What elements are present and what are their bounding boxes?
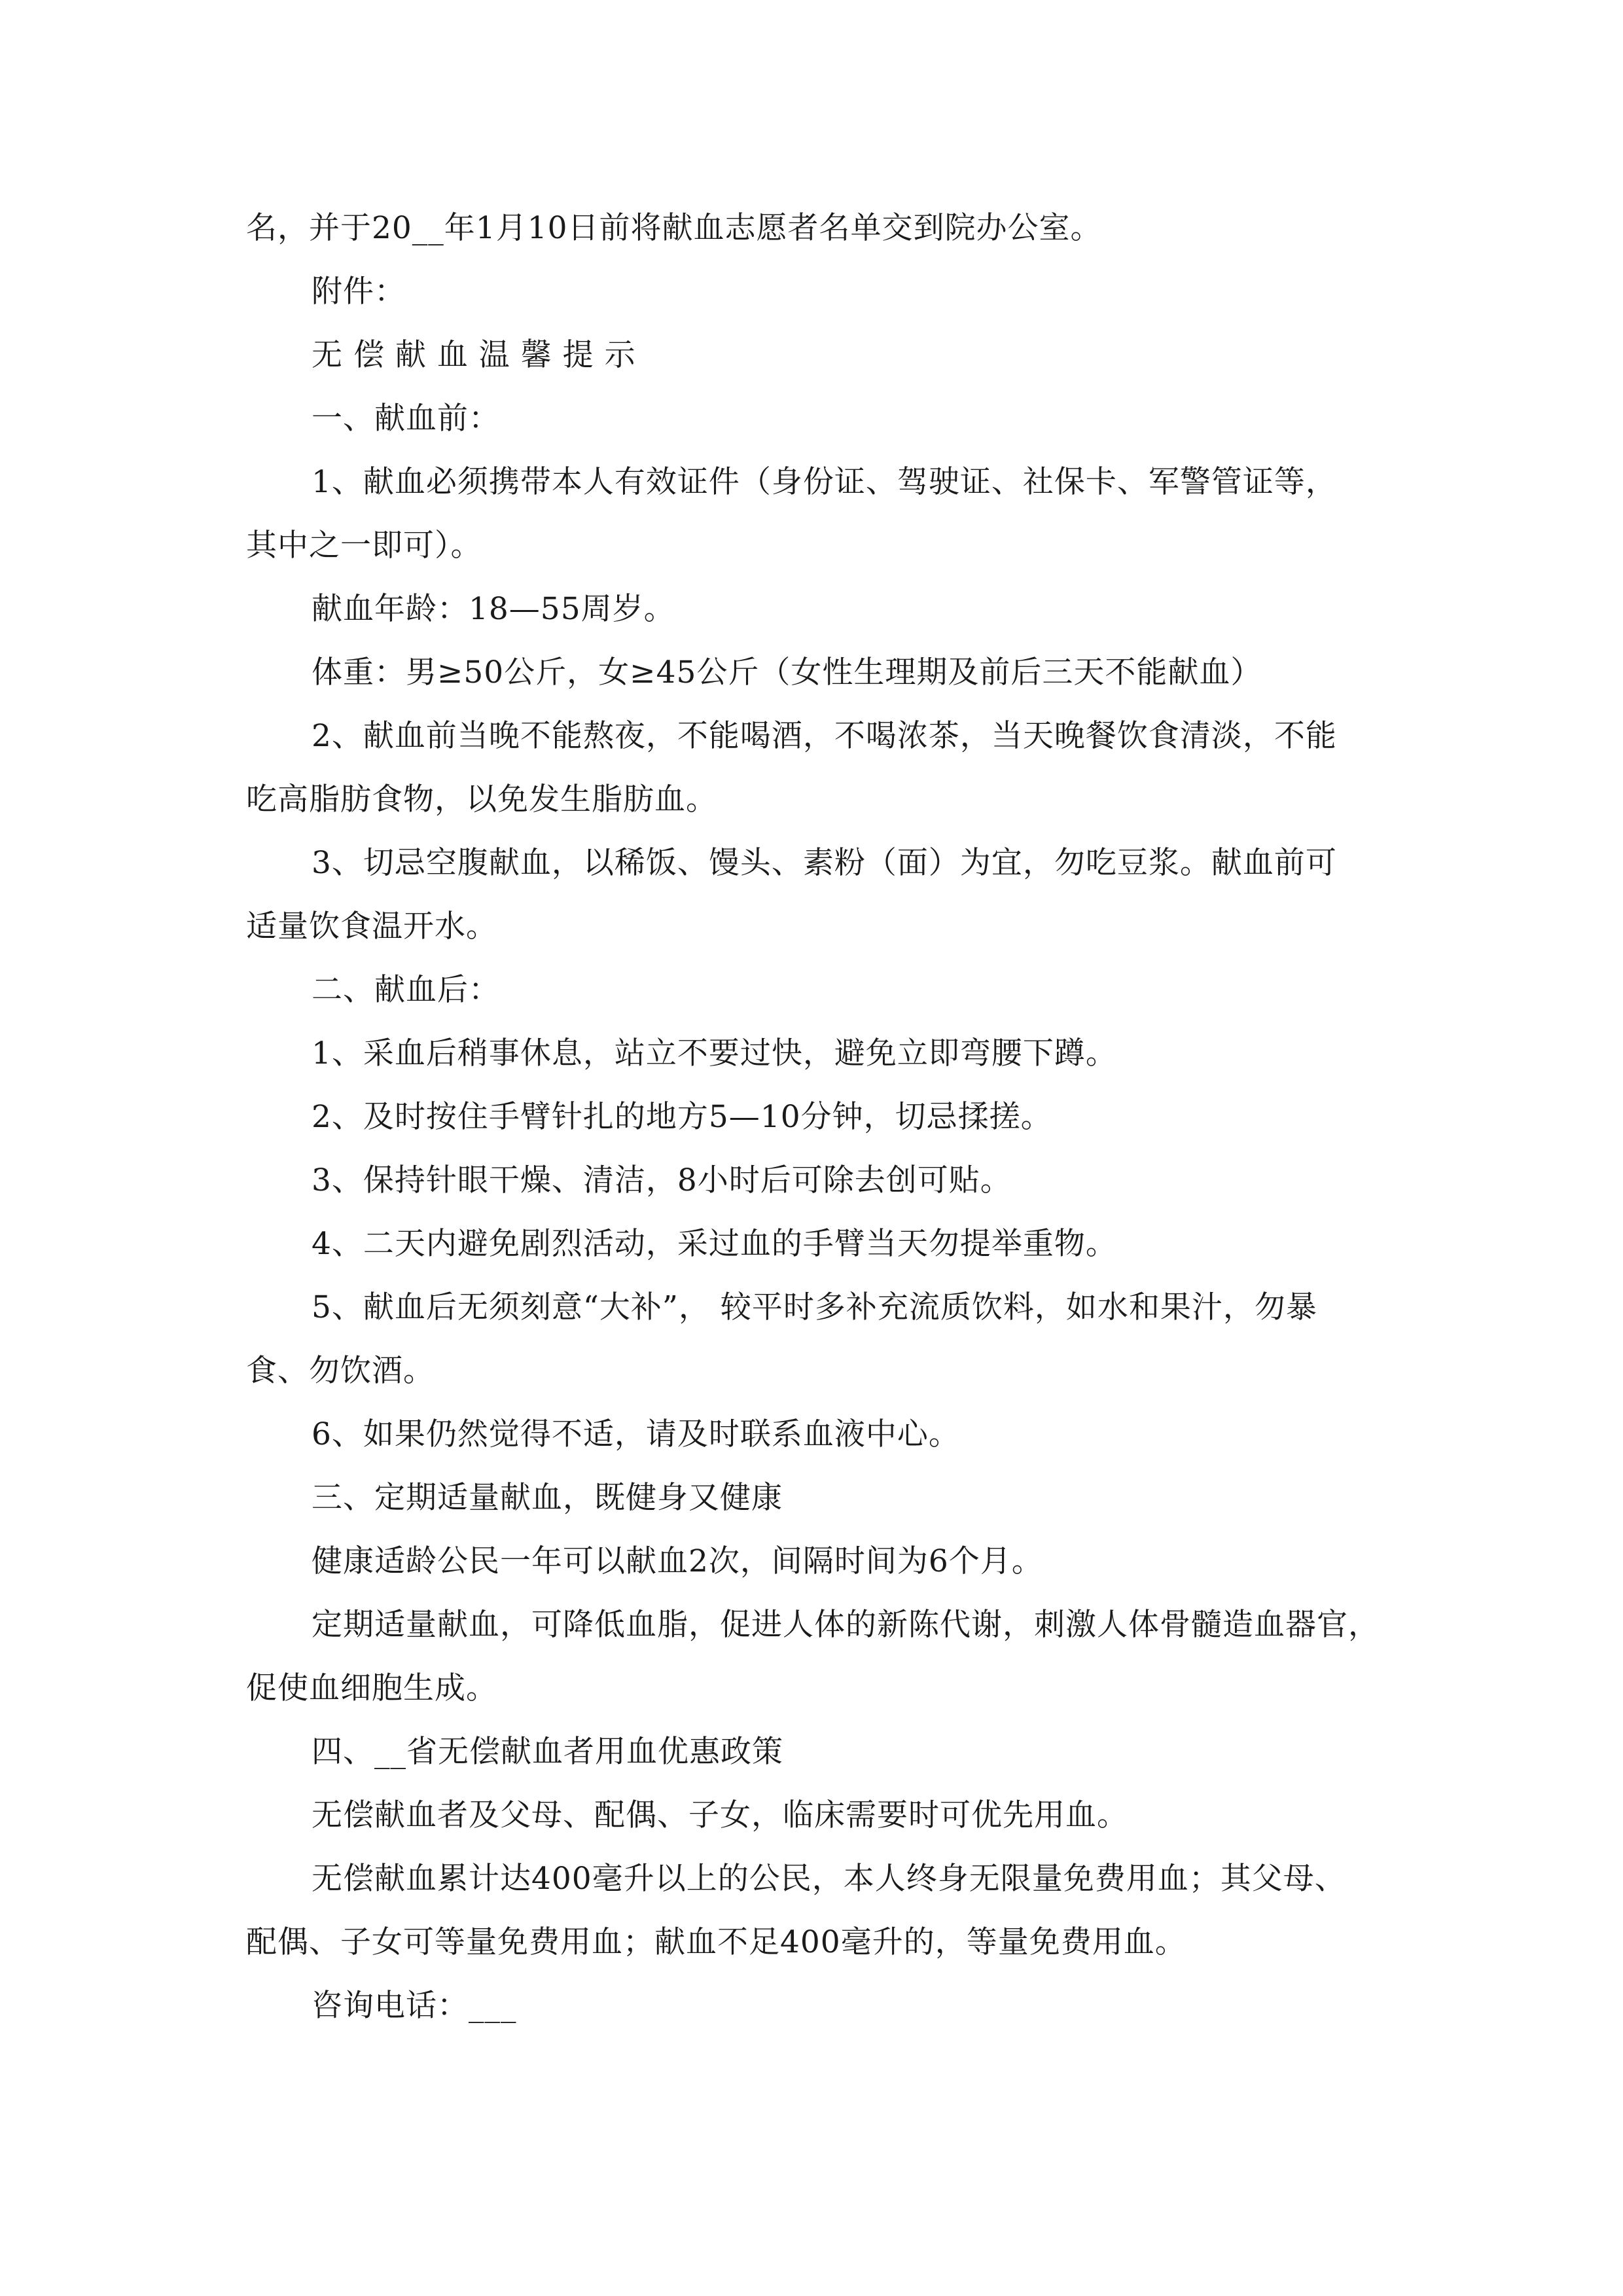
text-line: 2、及时按住手臂针扎的地方5—10分钟，切忌揉搓。 xyxy=(312,1099,1052,1135)
text-line: 适量饮食温开水。 xyxy=(246,908,497,944)
text-line: 3、保持针眼干燥、清洁，8小时后可除去创可贴。 xyxy=(312,1162,1012,1198)
contact-phone: 咨询电话：___ xyxy=(312,1988,517,2024)
section-heading: 三、定期适量献血，既健身又健康 xyxy=(312,1480,783,1516)
text-line: 定期适量献血，可降低血脂，促进人体的新陈代谢，刺激人体骨髓造血器官， xyxy=(312,1607,1380,1643)
text-line: 6、如果仍然觉得不适，请及时联系血液中心。 xyxy=(312,1416,960,1452)
text-line: 无偿献血累计达400毫升以上的公民，本人终身无限量免费用血；其父母、 xyxy=(312,1861,1346,1897)
text-line: 1、采血后稍事休息，站立不要过快，避免立即弯腰下蹲。 xyxy=(312,1035,1117,1071)
text-line: 促使血细胞生成。 xyxy=(246,1670,497,1706)
section-heading: 二、献血后： xyxy=(312,972,500,1008)
attachment-label: 附件： xyxy=(312,274,406,310)
text-line: 3、切忌空腹献血，以稀饭、馒头、素粉（面）为宜，勿吃豆浆。献血前可 xyxy=(312,845,1337,881)
text-line: 体重：男≥50公斤，女≥45公斤（女性生理期及前后三天不能献血） xyxy=(312,655,1262,691)
text-line: 2、献血前当晚不能熬夜，不能喝酒，不喝浓茶，当天晚餐饮食清淡，不能 xyxy=(312,718,1337,754)
text-line: 吃高脂肪食物，以免发生脂肪血。 xyxy=(246,781,717,817)
section-heading: 一、献血前： xyxy=(312,401,500,437)
text-line: 无偿献血者及父母、配偶、子女，临床需要时可优先用血。 xyxy=(312,1797,1128,1833)
text-line: 健康适龄公民一年可以献血2次，间隔时间为6个月。 xyxy=(312,1543,1043,1579)
text-line: 配偶、子女可等量免费用血；献血不足400毫升的，等量免费用血。 xyxy=(246,1924,1186,1960)
document-body xyxy=(246,196,1398,2037)
text-line: 1、献血必须携带本人有效证件（身份证、驾驶证、社保卡、军警管证等， xyxy=(312,464,1337,500)
text-line: 其中之一即可）。 xyxy=(246,528,482,564)
text-line: 食、勿饮酒。 xyxy=(246,1353,435,1389)
attachment-title: 无 偿 献 血 温 馨 提 示 xyxy=(312,337,636,373)
text-line: 名，并于20__年1月10日前将献血志愿者名单交到院办公室。 xyxy=(246,210,1102,246)
section-heading: 四、__省无偿献血者用血优惠政策 xyxy=(312,1734,783,1770)
text-line: 4、二天内避免剧烈活动，采过血的手臂当天勿提举重物。 xyxy=(312,1226,1117,1262)
text-line: 5、献血后无须刻意“大补”， 较平时多补充流质饮料，如水和果汁，勿暴 xyxy=(312,1289,1317,1325)
text-line: 献血年龄：18—55周岁。 xyxy=(312,591,675,627)
